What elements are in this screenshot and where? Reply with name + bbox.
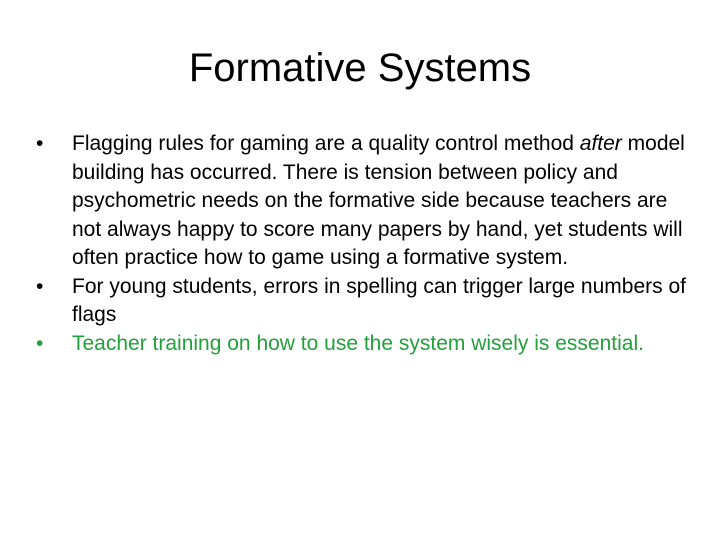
- slide-title: Formative Systems: [188, 46, 532, 90]
- bullet-item-spelling-errors: [36, 273, 686, 330]
- bullet-item-gaming-flags: [36, 130, 686, 273]
- bullet-text-part: For young students, errors in spelling can trigger large numbers of flags: [72, 274, 686, 326]
- bullet-icon: •: [36, 132, 44, 155]
- bullet-text-part: model building has occurred. There is tension between policy and psychometric needs on the formative side because teachers are not always happy to score many papers by hand, yet students will often practice how to game using a formative system.: [72, 132, 685, 269]
- bullet-icon: •: [36, 274, 44, 298]
- bullet-list: [36, 130, 686, 358]
- bullet-item-teacher-training: [36, 330, 686, 359]
- bullet-icon: •: [36, 331, 44, 355]
- bullet-text-part: Teacher training on how to use the system wisely is essential.: [72, 331, 644, 355]
- bullet-text-part: Flagging rules for gaming are a quality control method: [72, 132, 580, 155]
- bullet-text-emphasis: after: [579, 132, 622, 155]
